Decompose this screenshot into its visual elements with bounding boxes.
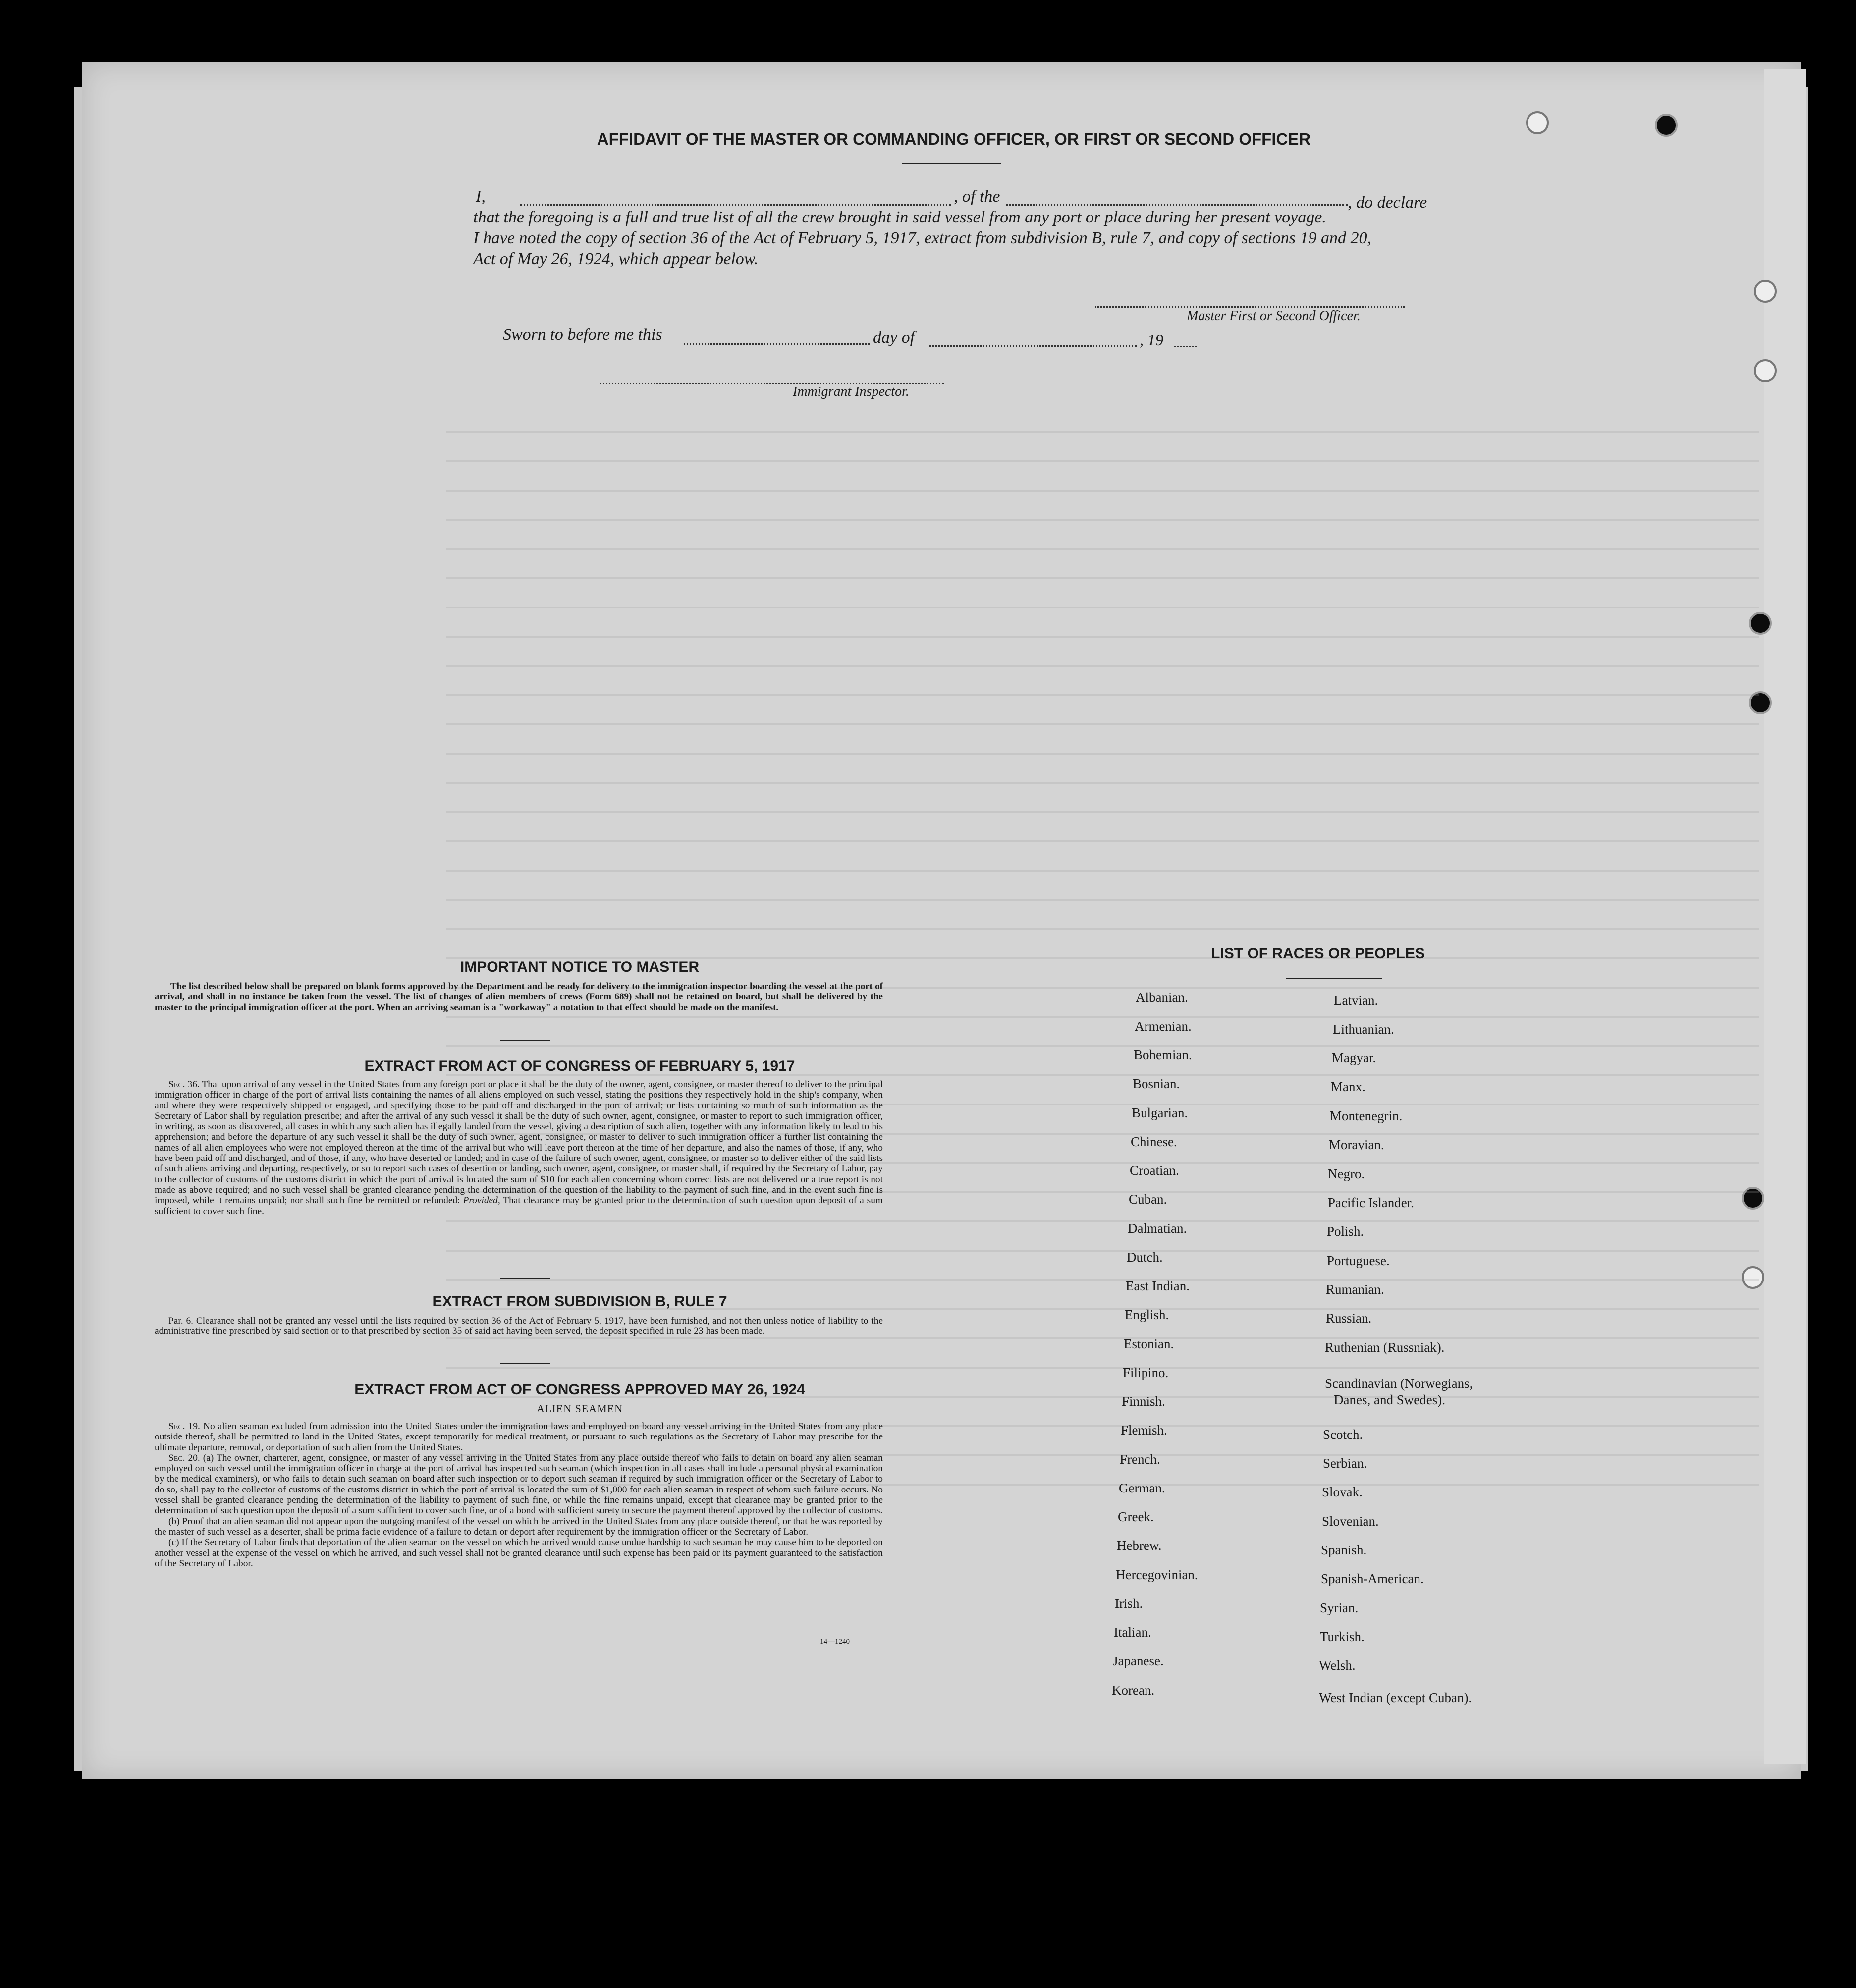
sec-36-body: That upon arrival of any vessel in the United States from any foreign port or place it shall be the duty of the owner, agent, consignee, or master thereof to deliver to the principal immigration officer in charge of the port of arrival lists containing the names of all aliens employed on such vessel, stating the positions they respectively hold in the ship's company, when and where they were respectively shipped or engaged, and specifying those to be paid off and discharged in the port of arrival; or lists containing so much of such information as the Secretary of Labor shall by regulation prescribe; and after the arrival of any such vessel it shall be the duty of such owner, agent, consignee, or master to report to such immigration officer, in writing, as soon as discovered, all cases in which any such alien has illegally landed from the vessel, giving a description of such alien, together with any information likely to lead to his apprehension; and before the departure of any such vessel it shall be the duty of such owner, agent, consignee, or master to deliver to such immigration officer a further list containing the names of all alien employees who were not employed thereon at the time of the arrival but who will leave port thereon at the time of her departure, and also the names of those, if any, who have been paid off and discharged, and of those, if any, who have deserted or landed; and in case of the failure of such owner, agent, consignee, or master so to deliver either of the said lists of such aliens arriving and departing, respectively, or so to report such cases of desertion or landing, such owner, agent, consignee, or master shall, if required by the Secretary of Labor, pay to the collector of customs of the customs district in which the port of arrival is located the sum of $10 for each alien concerning whom correct lists are not delivered or a true report is not made as above required; and no such vessel shall be granted clearance pending the determination of the question of the liability to the payment of such fine, and in the event such fine is imposed, while it remains unpaid; nor shall such fine be remitted or refunded: — [155, 1079, 883, 1206]
race-item: Lithuanian. — [1333, 1022, 1394, 1037]
punch-hole — [1655, 114, 1678, 137]
sec-20-c: (c) If the Secretary of Labor finds that deportation of the alien seaman on the vessel on which he arrived would cause undue hardship to such seaman he may cause him to be deported on another vessel at the expense of the vessel on which he arrived, and such vessel shall not be granted clearance until such expense has been paid or its payment guaranteed to the satisfaction of the Secretary of Labor. — [155, 1537, 883, 1569]
extract-1917-title: EXTRACT FROM ACT OF CONGRESS OF FEBRUARY 5, 1917 — [364, 1058, 795, 1074]
race-item: Negro. — [1328, 1166, 1365, 1181]
race-item: Finnish. — [1122, 1394, 1165, 1409]
race-item: Portuguese. — [1327, 1253, 1390, 1268]
page-edge — [1764, 69, 1806, 1764]
race-item: German. — [1119, 1481, 1165, 1495]
race-item: Greek. — [1118, 1509, 1154, 1524]
affidavit-line-3: I have noted the copy of section 36 of the Act of February 5, 1917, extract from subdivision B, rule 7, and copy of sections 19 and 20, — [473, 229, 1372, 247]
race-item: Slovenian. — [1322, 1514, 1379, 1529]
races-rule — [1286, 978, 1382, 979]
affidavit-line-2: that the foregoing is a full and true list of all the crew brought in said vessel from any port or place during her present voyage. — [473, 208, 1326, 226]
race-item: East Indian. — [1126, 1278, 1190, 1293]
race-item: Slovak. — [1322, 1485, 1363, 1499]
race-item: Cuban. — [1129, 1192, 1167, 1207]
race-item: Magyar. — [1332, 1050, 1376, 1065]
notice-rule — [500, 1040, 550, 1041]
race-item: Filipino. — [1123, 1365, 1169, 1380]
sec-36-label: Sec. 36. — [168, 1079, 200, 1090]
sec-36-tail: That clearance may be granted prior to the determination of such question upon deposit of a sum sufficient to cover such fine. — [155, 1195, 883, 1216]
sec-19-label: Sec. 19. — [168, 1421, 200, 1432]
race-item: Ruthenian (Russniak). — [1325, 1340, 1445, 1355]
sec-19-body: No alien seaman excluded from admission into the United States under the immigration laws and employed on board any vessel arriving in the United States from any place outside thereof, shall be permitted to land in the United States, except temporarily for medical treatment, or pursuant to such regulations as the Secretary of Labor may prescribe for the ultimate departure, removal, or deportation of such alien from the United States. — [155, 1421, 883, 1453]
year-line — [1174, 346, 1197, 347]
extract-rule7-rule — [500, 1363, 550, 1364]
race-item: Turkish. — [1320, 1629, 1365, 1644]
race-item: Latvian. — [1334, 993, 1378, 1008]
race-item: Japanese. — [1113, 1654, 1164, 1668]
inspector-signature-label: Immigrant Inspector. — [793, 384, 909, 399]
affidavit-of-label: , of the — [954, 187, 1000, 206]
race-item: Armenian. — [1135, 1019, 1192, 1034]
race-item: Korean. — [1112, 1683, 1155, 1698]
sworn-month-line — [929, 345, 1137, 347]
day-of-label: day of — [873, 329, 915, 347]
sec-20-b: (b) Proof that an alien seaman did not appear upon the outgoing manifest of the vessel on which he arrived in the United States from any place outside thereof, or that he was reported by the master of such vessel as a deserter, shall be prima facie evidence of a failure to detain or deport after requirement by the immigration officer or the Secretary of Labor. — [155, 1516, 883, 1537]
sworn-day-line — [684, 343, 870, 345]
affidavit-i-label: I, — [476, 187, 486, 206]
race-item: Welsh. — [1319, 1658, 1356, 1673]
race-item: Bohemian. — [1134, 1048, 1192, 1062]
race-item: Russian. — [1326, 1311, 1372, 1325]
extract-1917-rule — [500, 1278, 550, 1279]
punch-hole — [1754, 280, 1777, 303]
extract-1924-text — [155, 1421, 883, 1569]
sworn-label: Sworn to before me this — [503, 326, 662, 344]
alien-seamen-subtitle: ALIEN SEAMEN — [537, 1402, 623, 1415]
race-item: Spanish-American. — [1321, 1571, 1424, 1586]
notice-title: IMPORTANT NOTICE TO MASTER — [460, 959, 700, 975]
name-field-line — [520, 204, 951, 206]
race-item: Montenegrin. — [1330, 1108, 1403, 1123]
race-item: Syrian. — [1320, 1601, 1359, 1615]
affidavit-title: AFFIDAVIT OF THE MASTER OR COMMANDING OFFICER, OR FIRST OR SECOND OFFICER — [597, 130, 1311, 148]
race-item: Italian. — [1114, 1625, 1151, 1640]
race-item: Estonian. — [1124, 1336, 1174, 1351]
race-item: English. — [1125, 1307, 1169, 1322]
race-item: Danes, and Swedes). — [1334, 1392, 1445, 1407]
extract-1917-text — [155, 1079, 883, 1216]
race-item: Dutch. — [1127, 1250, 1163, 1265]
race-item: Dalmatian. — [1128, 1221, 1187, 1236]
provided-label: Provided, — [463, 1195, 500, 1206]
affidavit-declare-label: , do declare — [1348, 193, 1427, 212]
race-item: Bosnian. — [1133, 1076, 1180, 1091]
vessel-field-line — [1006, 204, 1348, 206]
notice-text: The list described below shall be prepared on blank forms approved by the Department and be ready for delivery to the immigration inspector boarding the vessel at the port of arrival, and shall in no instance be taken from the vessel. The list of changes of alien members of crews (Form 689) shall not be retained on board, but shall be delivered by the master to the principal immigration officer at the port. When an arriving seaman is a "workaway" a notation to that effect should be made on the manifest. — [155, 981, 883, 1013]
race-item: Spanish. — [1321, 1543, 1367, 1557]
race-item: Moravian. — [1329, 1137, 1384, 1152]
extract-rule7-text — [155, 1316, 883, 1337]
race-item: Scandinavian (Norwegians, — [1325, 1376, 1473, 1391]
race-item: Croatian. — [1130, 1163, 1179, 1178]
race-item: Polish. — [1327, 1224, 1364, 1239]
race-item: Scotch. — [1323, 1427, 1363, 1442]
sec-20-a: (a) The owner, charterer, agent, consignee, or master of any vessel arriving in the United States from any place outside thereof who fails to detain on board any alien seaman employed on such vessel until the immigration officer in charge at the port of arrival has inspected such seaman (which inspection in all cases shall include a personal physical examination by the medical examiners), or who fails to detain such seaman on board after such inspection or to deport such seaman if required by such immigration officer or the Secretary of Labor to do so, shall pay to the collector of customs of the customs district in which the port of arrival is located the sum of $1,000 for each alien seaman in respect of whom such failure occurs. No vessel shall be granted clearance pending the determination of the liability to payment of such fine, or while the fine remains unpaid, except that clearance may be granted prior to the determination of such question upon the deposit of a sum sufficient to cover such fine, or of a bond with sufficient surety to secure the payment thereof approved by the collector of customs. — [155, 1452, 883, 1516]
year-label: , 19 — [1140, 331, 1163, 349]
race-item: Manx. — [1331, 1079, 1365, 1094]
form-number: 14—1240 — [820, 1638, 850, 1646]
race-item: Bulgarian. — [1132, 1105, 1188, 1120]
master-signature-label: Master First or Second Officer. — [1187, 308, 1361, 324]
extract-1924-title: EXTRACT FROM ACT OF CONGRESS APPROVED MAY 26, 1924 — [354, 1381, 805, 1398]
affidavit-line-4: Act of May 26, 1924, which appear below. — [473, 250, 759, 268]
race-item: Flemish. — [1121, 1423, 1167, 1437]
punch-hole — [1754, 359, 1777, 382]
races-title: LIST OF RACES OR PEOPLES — [1211, 945, 1425, 962]
race-item: Chinese. — [1131, 1134, 1177, 1149]
master-signature-line — [1095, 306, 1405, 308]
race-item: Rumanian. — [1326, 1282, 1384, 1297]
race-item: West Indian (except Cuban). — [1319, 1690, 1472, 1705]
race-item: Serbian. — [1323, 1456, 1367, 1471]
race-item: Hebrew. — [1117, 1538, 1162, 1553]
race-item: Albanian. — [1136, 990, 1188, 1005]
rule7-paragraph: Par. 6. Clearance shall not be granted any vessel until the lists required by section 36 of the Act of February 5, 1917, have been furnished, and not then unless notice of liability to the administrative fine prescribed by said section or to that prescribed by section 35 of said act having been served, the deposit specified in rule 23 has been made. — [155, 1316, 883, 1337]
race-item: French. — [1120, 1452, 1160, 1467]
punch-hole — [1526, 111, 1549, 134]
extract-rule7-title: EXTRACT FROM SUBDIVISION B, RULE 7 — [432, 1293, 727, 1310]
race-item: Irish. — [1115, 1596, 1143, 1611]
race-item: Hercegovinian. — [1116, 1567, 1198, 1582]
race-item: Pacific Islander. — [1328, 1195, 1414, 1210]
sec-20-label: Sec. 20. — [168, 1452, 200, 1463]
title-rule — [902, 163, 1001, 164]
